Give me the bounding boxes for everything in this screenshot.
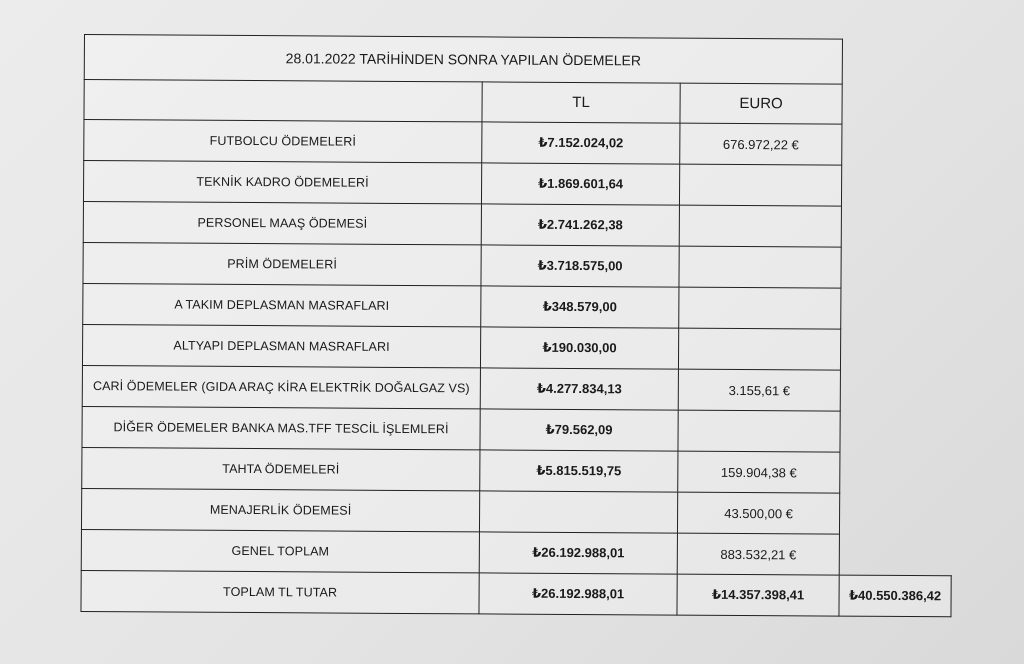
row-tl-value: ₺190.030,00: [480, 327, 678, 369]
row-euro-value: 883.532,21 €: [677, 533, 839, 575]
header-euro: EURO: [680, 83, 842, 124]
table-row: [83, 161, 953, 207]
row-label: PRİM ÖDEMELERİ: [83, 242, 481, 285]
total-euro-in-tl-value: ₺14.357.398,41: [677, 574, 839, 616]
empty-cell: [840, 411, 952, 453]
row-euro-value: 159.904,38 €: [678, 451, 840, 493]
empty-cell: [839, 493, 951, 535]
row-label: FUTBOLCU ÖDEMELERİ: [84, 120, 482, 163]
table-row: [82, 447, 952, 493]
title-row: [84, 35, 954, 85]
grand-total-value: ₺40.550.386,42: [839, 575, 951, 617]
row-tl-value: ₺3.718.575,00: [481, 245, 679, 287]
empty-cell: [841, 165, 953, 207]
row-label: DİĞER ÖDEMELER BANKA MAS.TFF TESCİL İŞLEMLERİ: [82, 406, 480, 449]
row-euro-value: 676.972,22 €: [680, 123, 842, 165]
payments-document: [80, 34, 955, 617]
row-label: TEKNİK KADRO ÖDEMELERİ: [83, 161, 481, 204]
row-euro-value: [679, 164, 841, 206]
row-tl-value: ₺4.277.834,13: [480, 368, 678, 410]
row-label: TAHTA ÖDEMELERİ: [82, 447, 480, 490]
empty-cell: [841, 247, 953, 289]
row-label: MENAJERLİK ÖDEMESİ: [81, 488, 479, 531]
row-label: ALTYAPI DEPLASMAN MASRAFLARI: [82, 324, 480, 367]
row-tl-value: ₺79.562,09: [480, 409, 678, 451]
header-blank: [84, 80, 482, 122]
row-label: PERSONEL MAAŞ ÖDEMESİ: [83, 201, 481, 244]
empty-cell: [840, 329, 952, 371]
row-label: A TAKIM DEPLASMAN MASRAFLARI: [83, 283, 481, 326]
row-tl-value: ₺1.869.601,64: [481, 163, 679, 205]
table-row: [81, 529, 951, 575]
table-row: [81, 488, 951, 534]
table-row: [83, 283, 953, 329]
table-title: 28.01.2022 TARİHİNDEN SONRA YAPILAN ÖDEMELER: [84, 35, 842, 85]
empty-cell: [840, 452, 952, 494]
row-tl-value: ₺26.192.988,01: [479, 532, 677, 574]
row-label: CARİ ÖDEMELER (GIDA ARAÇ KİRA ELEKTRİK DOĞALGAZ VS): [82, 365, 480, 408]
table-row: [82, 324, 952, 370]
row-euro-value: 3.155,61 €: [678, 369, 840, 411]
row-tl-value: ₺2.741.262,38: [481, 204, 679, 246]
empty-cell: [842, 84, 954, 125]
table-row: [82, 365, 952, 411]
total-row: [81, 570, 951, 616]
table-row: [84, 120, 954, 166]
table-row: [83, 242, 953, 288]
table-row: [82, 406, 952, 452]
empty-cell: [839, 534, 951, 576]
row-euro-value: 43.500,00 €: [677, 492, 839, 534]
row-label: GENEL TOPLAM: [81, 529, 479, 572]
row-tl-value: ₺5.815.519,75: [480, 450, 678, 492]
payments-table: [80, 34, 955, 617]
header-row: [84, 80, 954, 125]
empty-cell: [842, 124, 954, 166]
table-row: [83, 201, 953, 247]
row-tl-value: ₺7.152.024,02: [482, 122, 680, 164]
row-tl-value: ₺348.579,00: [481, 286, 679, 328]
empty-cell: [840, 370, 952, 412]
row-euro-value: [679, 246, 841, 288]
empty-cell: [841, 206, 953, 248]
empty-cell: [842, 39, 954, 85]
total-tl-value: ₺26.192.988,01: [479, 573, 677, 615]
empty-cell: [841, 288, 953, 330]
row-euro-value: [679, 287, 841, 329]
header-tl: TL: [482, 82, 680, 123]
total-label: TOPLAM TL TUTAR: [81, 570, 479, 613]
row-euro-value: [678, 410, 840, 452]
row-tl-value: [479, 491, 677, 533]
row-euro-value: [679, 205, 841, 247]
row-euro-value: [678, 328, 840, 370]
